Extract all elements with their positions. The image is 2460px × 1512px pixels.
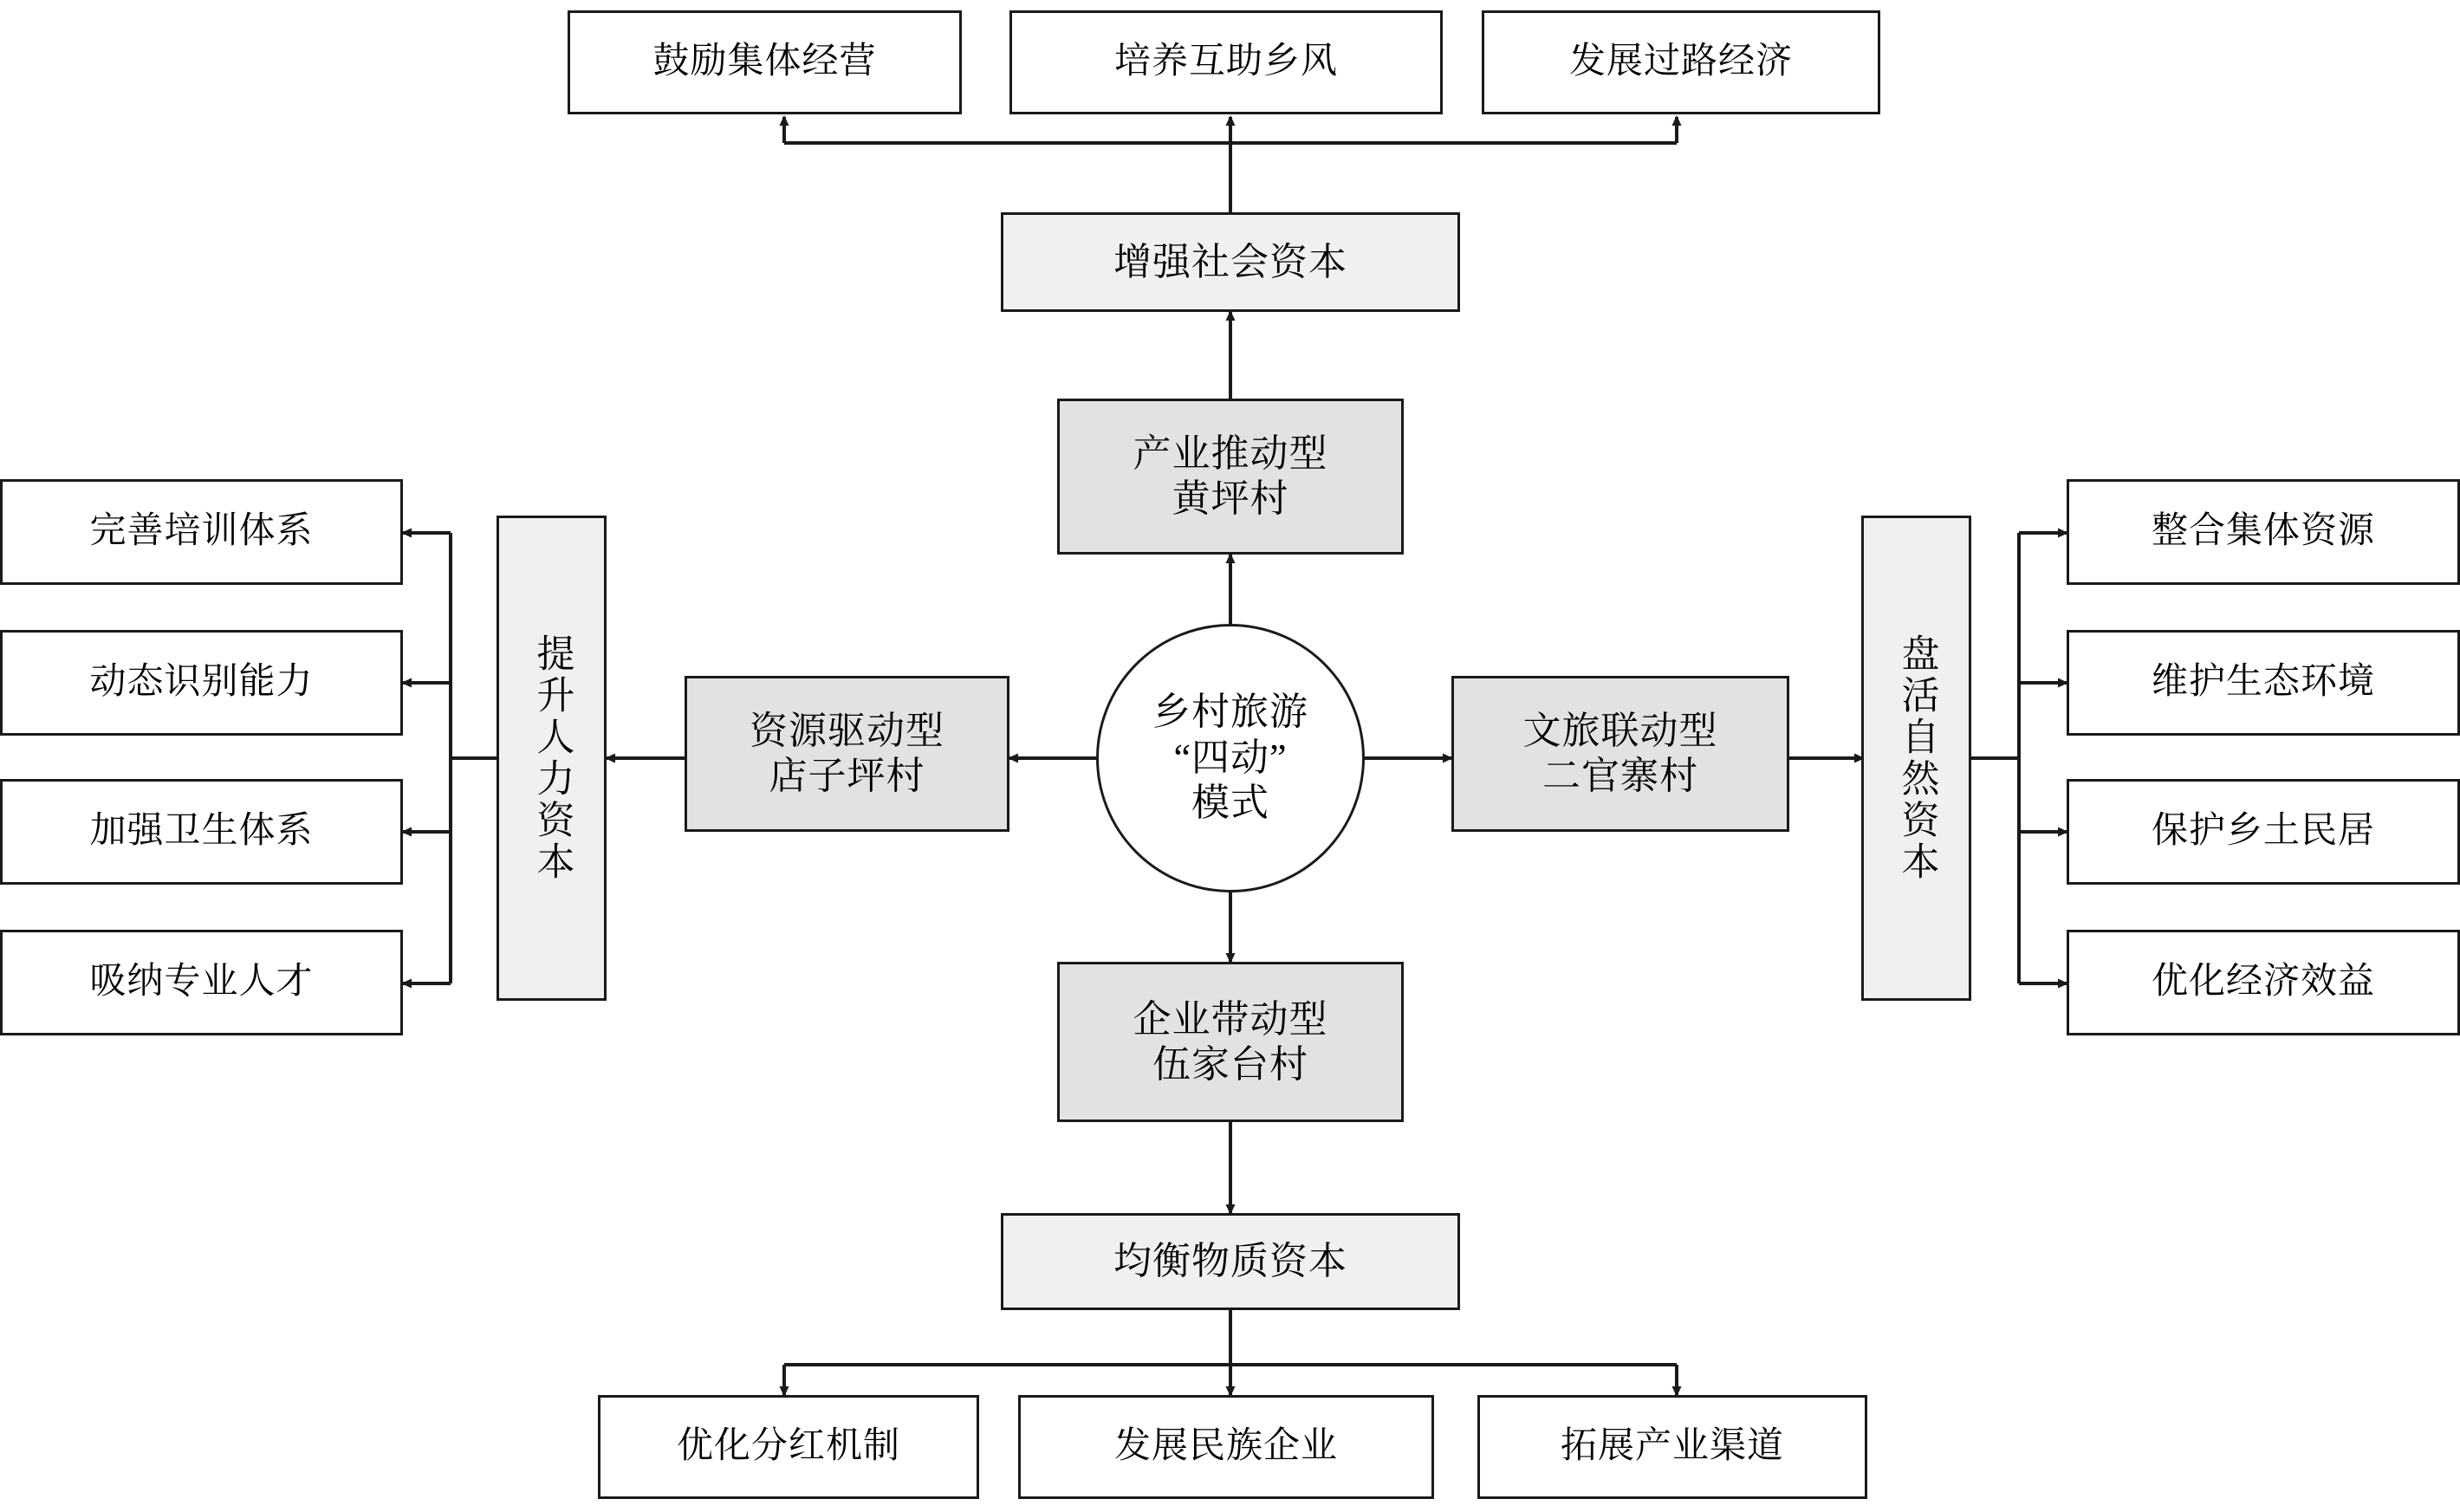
capital-social-label: 增强社会资本 (1113, 240, 1347, 283)
outcome-material-1-label: 优化分红机制 (676, 1426, 900, 1467)
outcome-natural-4-label: 优化经济效益 (2151, 962, 2375, 1003)
outcome-human-3-label: 加强卫生体系 (89, 811, 314, 852)
outcome-social-1-label: 鼓励集体经营 (652, 42, 877, 82)
outcome-social-3 (1482, 10, 1880, 114)
outcome-human-4 (0, 930, 403, 1035)
outcome-human-2 (0, 630, 403, 736)
outcome-natural-3 (2067, 779, 2460, 885)
outcome-human-1 (0, 479, 403, 585)
outcome-material-3 (1477, 1395, 1867, 1499)
capital-node-social (1001, 212, 1460, 312)
capital-node-human (497, 516, 607, 1001)
outcome-material-2-label: 发展民族企业 (1113, 1426, 1338, 1467)
type-south-line-2: 伍家台村 (1152, 1042, 1308, 1086)
center-node (1096, 624, 1365, 892)
outcome-social-1 (568, 10, 962, 114)
capital-node-natural (1861, 516, 1971, 1001)
outcome-natural-2-label: 维护生态环境 (2151, 662, 2375, 703)
outcome-natural-1-label: 整合集体资源 (2151, 511, 2375, 552)
outcome-material-3-label: 拓展产业渠道 (1560, 1426, 1784, 1467)
type-north-line-1: 产业推动型 (1133, 432, 1328, 476)
type-north-line-2: 黄坪村 (1172, 477, 1289, 520)
outcome-natural-2 (2067, 630, 2460, 736)
type-node-north (1057, 399, 1404, 555)
outcome-social-3-label: 发展过路经济 (1568, 42, 1793, 82)
type-node-east (1451, 676, 1789, 832)
outcome-social-2-label: 培养互助乡风 (1113, 42, 1338, 82)
type-south-line-1: 企业带动型 (1133, 997, 1328, 1041)
center-line-1: 乡村旅游 (1152, 690, 1308, 733)
outcome-human-3 (0, 779, 403, 885)
outcome-natural-1 (2067, 479, 2460, 585)
type-west-line-2: 店子坪村 (769, 755, 925, 797)
type-west-line-1: 资源驱动型 (750, 710, 944, 753)
type-node-west (685, 676, 1009, 832)
capital-material-label: 均衡物质资本 (1113, 1240, 1347, 1283)
capital-natural-label: 盘活自然资本 (1895, 633, 1938, 883)
outcome-natural-3-label: 保护乡土民居 (2151, 811, 2375, 852)
type-node-south (1057, 962, 1404, 1122)
outcome-human-1-label: 完善培训体系 (89, 511, 314, 552)
type-east-line-2: 二官寨村 (1542, 755, 1698, 797)
center-line-3: 模式 (1191, 782, 1269, 825)
outcome-social-2 (1009, 10, 1443, 114)
type-east-line-1: 文旅联动型 (1522, 710, 1718, 753)
capital-human-label: 提升人力资本 (530, 633, 574, 883)
outcome-material-2 (1018, 1395, 1434, 1499)
center-line-2: “四动” (1173, 736, 1288, 779)
capital-node-material (1001, 1213, 1460, 1310)
outcome-natural-4 (2067, 930, 2460, 1035)
outcome-human-4-label: 吸纳专业人才 (89, 962, 314, 1003)
outcome-material-1 (598, 1395, 979, 1499)
outcome-human-2-label: 动态识别能力 (89, 662, 314, 703)
